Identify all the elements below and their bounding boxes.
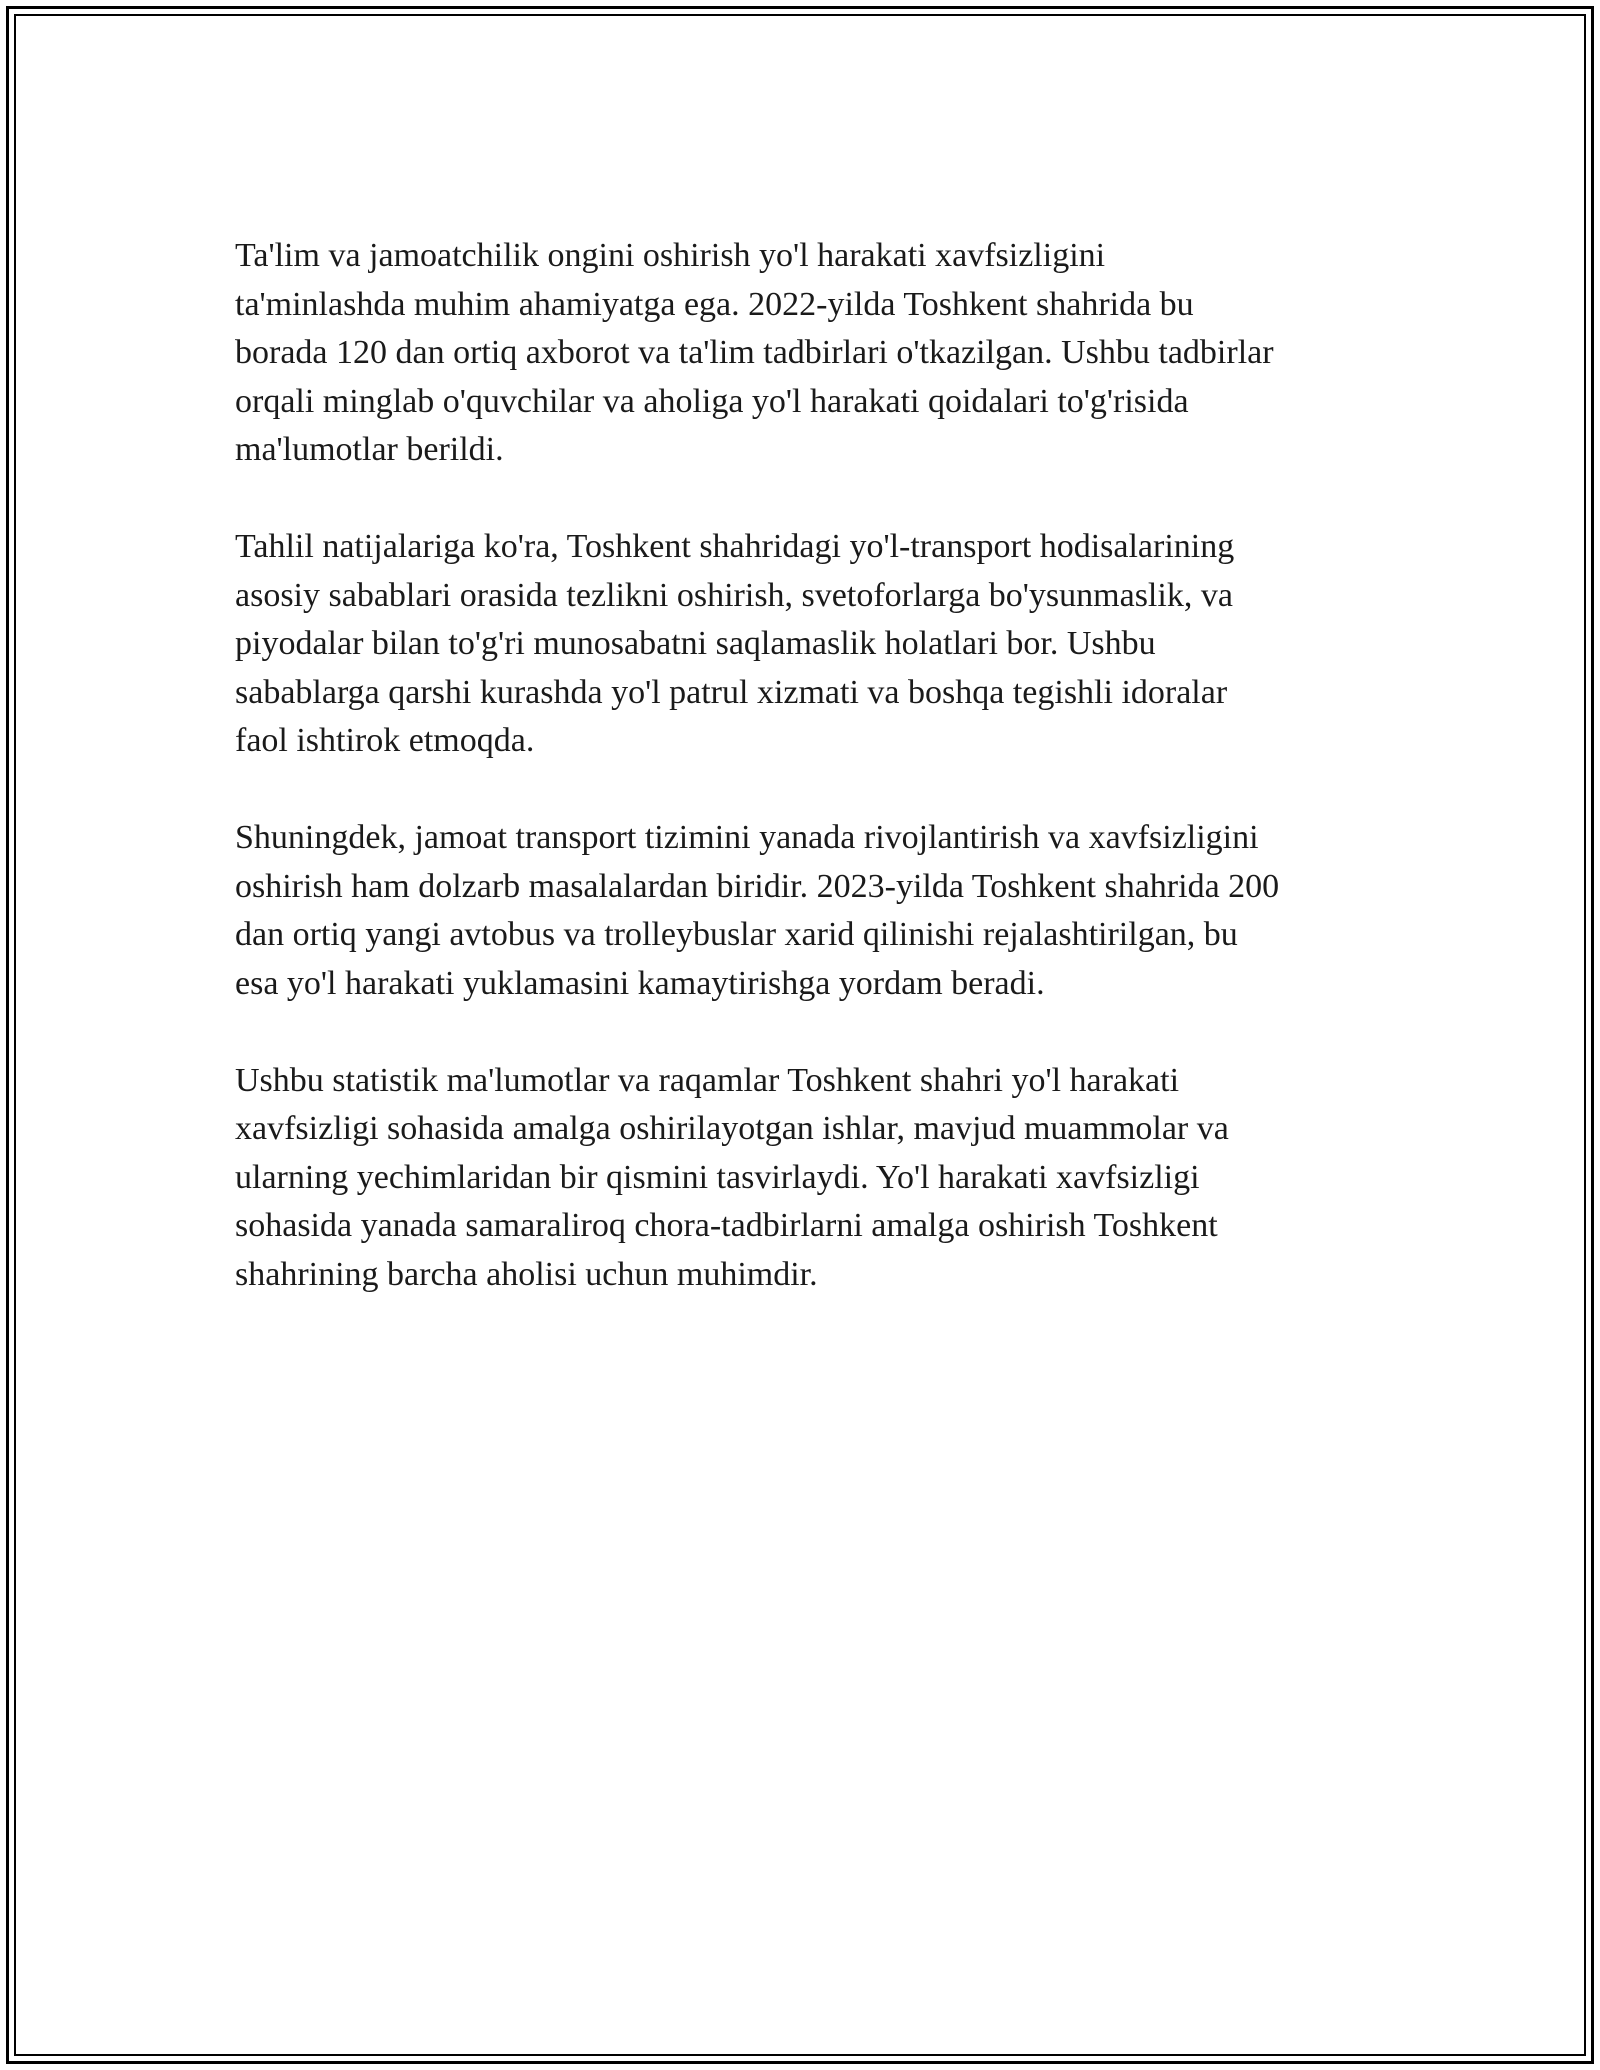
text-line: asosiy sabablari orasida tezlikni oshirish, svetoforlarga bo'ysunmaslik, va	[235, 576, 1233, 614]
text-line: sabablarga qarshi kurashda yo'l patrul xizmati va boshqa tegishli idoralar	[235, 673, 1228, 711]
text-line: ma'lumotlar berildi.	[235, 431, 504, 468]
text-line: oshirish ham dolzarb masalalardan biridir. 2023-yilda Toshkent shahrida 200	[235, 867, 1280, 905]
text-line: Shuningdek, jamoat transport tizimini yanada rivojlantirish va xavfsizligini	[235, 819, 1259, 856]
document-body	[235, 232, 1385, 1348]
text-line: piyodalar bilan to'g'ri munosabatni saqlamaslik holatlari bor. Ushbu	[235, 625, 1156, 662]
text-line: sohasida yanada samaraliroq chora-tadbirlarni amalga oshirish Toshkent	[235, 1207, 1218, 1244]
paragraph-1	[235, 232, 1385, 475]
text-line: Ta'lim va jamoatchilik ongini oshirish yo'l harakati xavfsizligini	[235, 237, 1106, 274]
text-line: borada 120 dan ortiq axborot va ta'lim tadbirlari o'tkazilgan. Ushbu tadbirlar	[235, 334, 1274, 371]
paragraph-4	[235, 1057, 1385, 1300]
text-line: Ushbu statistik ma'lumotlar va raqamlar Toshkent shahri yo'l harakati	[235, 1061, 1180, 1099]
paragraph-2	[235, 523, 1385, 766]
text-line: orqali minglab o'quvchilar va aholiga yo'l harakati qoidalari to'g'risida	[235, 382, 1189, 420]
text-line: faol ishtirok etmoqda.	[235, 722, 535, 759]
text-line: esa yo'l harakati yuklamasini kamaytirishga yordam beradi.	[235, 964, 1045, 1002]
paragraph-3	[235, 814, 1385, 1008]
text-line: shahrining barcha aholisi uchun muhimdir.	[235, 1255, 818, 1293]
text-line: dan ortiq yangi avtobus va trolleybuslar xarid qilinishi rejalashtirilgan, bu	[235, 916, 1238, 953]
text-line: ta'minlashda muhim ahamiyatga ega. 2022-yilda Toshkent shahrida bu	[235, 285, 1194, 323]
text-line: xavfsizligi sohasida amalga oshirilayotgan ishlar, mavjud muammolar va	[235, 1110, 1229, 1147]
text-line: ularning yechimlaridan bir qismini tasvirlaydi. Yo'l harakati xavfsizligi	[235, 1158, 1200, 1196]
text-line: Tahlil natijalariga ko'ra, Toshkent shahridagi yo'l-transport hodisalarining	[235, 528, 1235, 565]
